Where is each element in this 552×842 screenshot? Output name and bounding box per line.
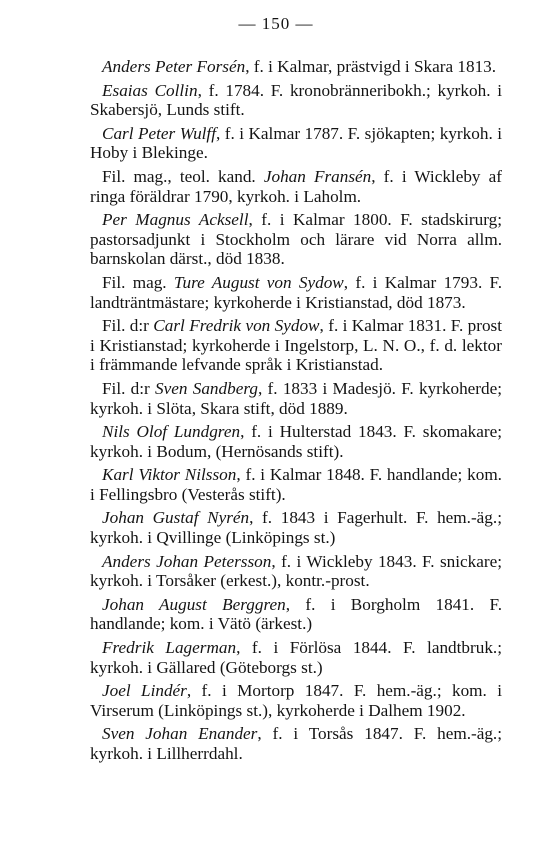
entry-text: , f. i Kalmar 1793. F. landträntmästare; kyrkoherde i Kristianstad, död 1873.	[90, 272, 503, 312]
entry-text: , f. i Wickleby af ringa föräldrar 1790, kyrkoh. i Laholm.	[90, 166, 502, 206]
list-item	[90, 422, 502, 461]
list-item	[90, 124, 502, 163]
list-item	[90, 57, 502, 77]
list-item	[90, 379, 502, 418]
list-item	[90, 465, 502, 504]
entry-list	[90, 57, 502, 768]
person-name: Johan Gustaf Nyrén	[102, 508, 250, 528]
list-item	[90, 552, 502, 591]
entry-text: , f. 1843 i Fagerhult. F. hem.-äg.; kyrkoh. i Qvillinge (Linköpings st.)	[90, 508, 502, 548]
person-name: Sven Johan Enander	[102, 724, 258, 744]
entry-prefix: Fil. mag.	[102, 272, 174, 292]
person-name: Johan Fransén	[263, 166, 372, 186]
person-name: Nils Olof Lundgren	[102, 422, 241, 442]
person-name: Anders Johan Petersson	[102, 551, 272, 571]
person-name: Carl Peter Wulff	[102, 123, 216, 143]
person-name: Anders Peter Forsén	[102, 57, 246, 76]
entry-text: , f. i Förlösa 1844. F. landtbruk.; kyrkoh. i Gällared (Göteborgs st.)	[90, 638, 502, 677]
entry-text: , f. i Torsås 1847. F. hem.-äg.; kyrkoh. i Lillherrdahl.	[90, 724, 503, 763]
person-name: Joel Lindér	[102, 681, 187, 701]
entry-text: , f. i Kalmar 1831. F. prost i Kristianstad; kyrkoherde i Ingelstorp, L. N. O., f. d. lektor i främmande lefvande språk i Kristianstad.	[90, 316, 503, 375]
entry-text: , f. 1833 i Madesjö. F. kyrkoherde; kyrkoh. i Slöta, Skara stift, död 1889.	[90, 378, 503, 418]
entry-text: , f. 1784. F. kronobränneribokh.; kyrkoh. i Skabersjö, Lunds stift.	[90, 80, 502, 120]
list-item	[90, 595, 502, 634]
entry-text: , f. i Kalmar 1800. F. stadskirurg; pastorsadjunkt i Stockholm och lärare vid Norra allm. barnskolan därst., död 1838.	[90, 210, 503, 269]
list-item	[90, 167, 502, 206]
list-item	[90, 316, 502, 375]
person-name: Johan August Berggren	[102, 594, 286, 614]
person-name: Per Magnus Acksell	[102, 210, 249, 230]
entry-text: , f. i Wickleby 1843. F. snickare; kyrkoh. i Torsåker (erkest.), kontr.-prost.	[90, 551, 503, 591]
list-item	[90, 81, 502, 120]
person-name: Sven Sandberg	[155, 378, 258, 398]
entry-text: , f. i Kalmar 1848. F. handlande; kom. i Fellingsbro (Vesterås stift).	[90, 465, 502, 504]
person-name: Esaias Collin	[102, 80, 198, 100]
entry-text: , f. i Borgholm 1841. F. handlande; kom. i Vätö (ärkest.)	[90, 594, 503, 634]
list-item	[90, 210, 502, 269]
person-name: Carl Fredrik von Sydow	[153, 316, 320, 336]
page-number: — 150 —	[238, 14, 314, 33]
entry-prefix: Fil. d:r	[102, 316, 154, 336]
person-name: Karl Viktor Nilsson	[102, 465, 237, 485]
list-item	[90, 724, 502, 763]
entry-prefix: Fil. mag., teol. kand.	[102, 166, 264, 186]
entry-text: , f. i Hulterstad 1843. F. skomakare; kyrkoh. i Bodum, (Hernösands stift).	[90, 422, 503, 461]
entry-text: , f. i Kalmar, prästvigd i Skara 1813.	[245, 57, 497, 76]
list-item	[90, 508, 502, 547]
entry-prefix: Fil. d:r	[102, 378, 156, 398]
entry-text: , f. i Kalmar 1787. F. sjökapten; kyrkoh. i Hoby i Blekinge.	[90, 123, 502, 163]
list-item	[90, 638, 502, 677]
list-item	[90, 681, 502, 720]
person-name: Fredrik Lagerman	[102, 638, 237, 658]
person-name: Ture August von Sydow	[173, 272, 344, 292]
list-item	[90, 273, 502, 312]
entry-text: , f. i Mortorp 1847. F. hem.-äg.; kom. i Virserum (Linköpings st.), kyrkoherde i Dalhem 1902.	[90, 681, 502, 720]
